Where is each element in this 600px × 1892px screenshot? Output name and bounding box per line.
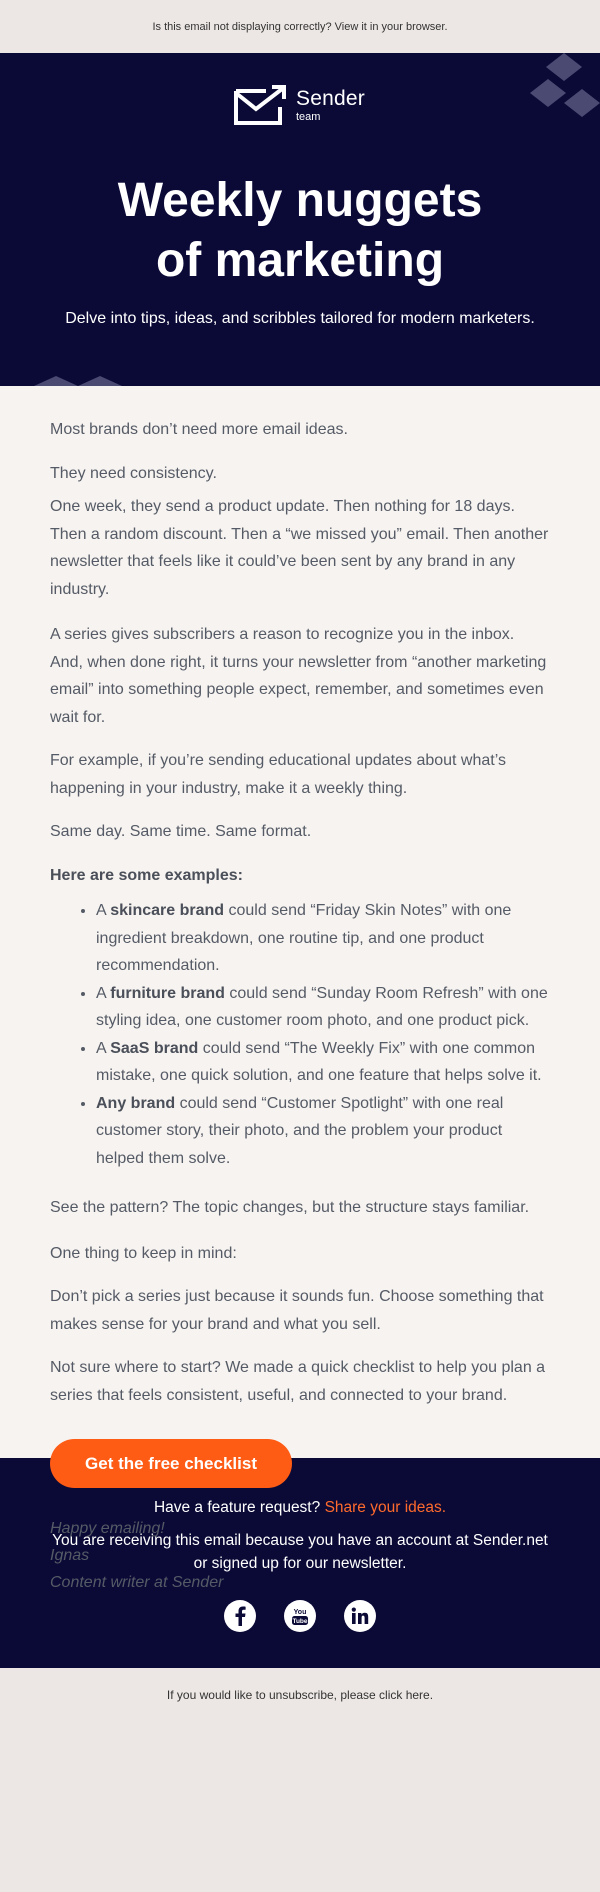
list-item: • A SaaS brand could send “The Weekly Fix” with one common mistake, one quick solution, and one feature that helps solve it. — [96, 1035, 550, 1090]
paragraph: Most brands don’t need more email ideas. — [50, 421, 348, 438]
examples-list — [50, 897, 550, 1172]
paragraph: See the pattern? The topic changes, but the structure stays familiar. — [50, 1199, 530, 1216]
hero-title-line-1: Weekly nuggets — [117, 174, 483, 227]
brand-sub: team — [296, 110, 321, 123]
decorative-diamonds-top-right — [520, 53, 600, 173]
share-ideas-link[interactable]: Share your ideas. — [324, 1499, 447, 1516]
list-item: • Any brand could send “Customer Spotlight” with one real customer story, their photo, and the problem your product helped them solve. — [96, 1090, 550, 1173]
decorative-diamonds-bottom-left — [34, 371, 126, 386]
sender-logo[interactable] — [232, 85, 365, 125]
unsubscribe-link[interactable]: If you would like to unsubscribe, please click here. — [166, 1688, 434, 1702]
list-item: • A furniture brand could send “Sunday Room Refresh” with one styling idea, one customer room photo, and one product pick. — [96, 980, 550, 1035]
signature-name: Ignas — [50, 1547, 90, 1564]
hero-subtitle: Delve into tips, ideas, and scribbles tailored for modern marketers. — [65, 310, 535, 327]
footer — [0, 1458, 600, 1668]
paragraph: A series gives subscribers a reason to recognize you in the inbox. And, when done right, it turns your newsletter from “another marketing email” into something people expect, remember, and sometimes even wait for. — [50, 626, 547, 726]
feature-request-text: Have a feature request? — [153, 1499, 321, 1516]
list-item: • A skincare brand could send “Friday Skin Notes” with one ingredient breakdown, one routine tip, and one product recommendation. — [96, 897, 550, 980]
youtube-icon[interactable] — [284, 1600, 316, 1632]
preheader — [0, 0, 600, 53]
examples-heading: Here are some examples: — [50, 866, 243, 884]
receiving-notice: You are receiving this email because you have an account at Sender.net or signed up for our newsletter. — [52, 1532, 548, 1572]
paragraph: One week, they send a product update. Then nothing for 18 days. Then a random discount. Then a “we missed you” email. Then another newsletter that feels like it could’ve been sent by any brand in any industry. — [50, 498, 549, 598]
envelope-logo-icon — [232, 85, 288, 125]
signature-title: Content writer at Sender — [50, 1574, 224, 1591]
get-checklist-button[interactable]: Get the free checklist — [50, 1439, 292, 1488]
hero-banner — [0, 53, 600, 386]
view-in-browser-link[interactable]: Is this email not displaying correctly? View it in your browser. — [152, 20, 448, 33]
svg-text:You: You — [293, 1609, 307, 1616]
unsubscribe-bar — [0, 1668, 600, 1722]
hero-title-line-2: of marketing — [155, 234, 445, 287]
paragraph: Don’t pick a series just because it sounds fun. Choose something that makes sense for your brand and what you sell. — [50, 1288, 544, 1333]
paragraph: Not sure where to start? We made a quick checklist to help you plan a series that feels consistent, useful, and connected to your brand. — [50, 1359, 546, 1404]
paragraph: Same day. Same time. Same format. — [50, 823, 312, 840]
sign-off: Happy emailing! — [50, 1520, 165, 1537]
svg-text:Tube: Tube — [292, 1618, 308, 1625]
facebook-icon[interactable] — [224, 1600, 256, 1632]
social-links — [0, 1600, 600, 1632]
paragraph: One thing to keep in mind: — [50, 1244, 237, 1262]
brand-name: Sender — [296, 86, 365, 110]
paragraph: For example, if you’re sending educational updates about what’s happening in your industry, make it a weekly thing. — [50, 752, 506, 797]
linkedin-icon[interactable] — [344, 1600, 376, 1632]
hero-title — [0, 171, 600, 291]
paragraph: They need consistency. — [50, 464, 217, 482]
